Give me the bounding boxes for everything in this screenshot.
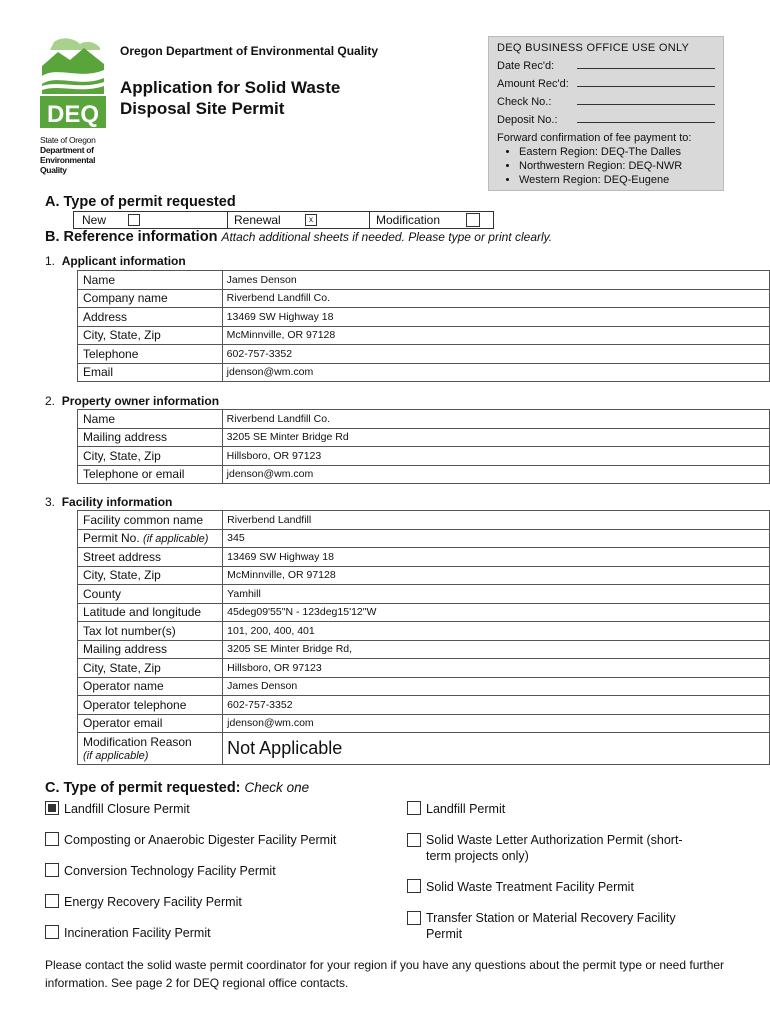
- checkbox[interactable]: [407, 801, 421, 815]
- option-label: Landfill Closure Permit: [64, 802, 190, 816]
- row-label: [78, 696, 223, 715]
- page-title: [120, 77, 340, 119]
- table-row: [78, 603, 770, 622]
- table-row: [78, 622, 770, 641]
- permit-option[interactable]: [45, 832, 336, 848]
- table-row: [78, 696, 770, 715]
- table-row: [78, 659, 770, 678]
- row-label-text: Operator telephone: [83, 697, 187, 712]
- table-row: [78, 271, 770, 290]
- subhead-title: Facility information: [61, 495, 173, 509]
- table-row: [78, 677, 770, 696]
- permit-option[interactable]: [407, 832, 707, 864]
- office-field-input[interactable]: [577, 75, 715, 87]
- modification-label: Modification Reason: [83, 734, 192, 749]
- facility-heading: [45, 495, 172, 509]
- permit-option[interactable]: [45, 894, 242, 910]
- row-label: [78, 308, 223, 327]
- region-item: • Western Region: DEQ-Eugene: [519, 173, 715, 187]
- table-row: [78, 308, 770, 327]
- deq-logo: [40, 36, 106, 175]
- row-label: [78, 447, 223, 466]
- row-value-field[interactable]: Riverbend Landfill: [223, 511, 770, 530]
- permit-type-box: [73, 211, 494, 229]
- subhead-title: Applicant information: [61, 254, 186, 268]
- subhead-title: Property owner information: [61, 394, 220, 408]
- row-value-field[interactable]: 13469 SW Highway 18: [222, 308, 769, 327]
- row-value-field[interactable]: James Denson: [222, 271, 769, 290]
- row-label-text: Permit No.: [83, 531, 140, 546]
- option-label: Solid Waste Treatment Facility Permit: [426, 880, 634, 894]
- table-row: [78, 548, 770, 567]
- row-label-text: County: [83, 586, 122, 601]
- row-label-text: Company name: [83, 291, 168, 306]
- office-field-input[interactable]: [577, 93, 715, 105]
- table-row: [78, 465, 770, 484]
- row-label: [78, 603, 223, 622]
- row-label: [78, 566, 223, 585]
- option-label: Incineration Facility Permit: [64, 926, 211, 940]
- deq-logo-graphic: [40, 36, 106, 128]
- agency-line: Environmental: [40, 155, 96, 165]
- checkbox[interactable]: [45, 894, 59, 908]
- table-row: [78, 566, 770, 585]
- owner-heading: [45, 394, 219, 408]
- modification-label-note: (if applicable): [83, 749, 149, 762]
- row-label: [78, 677, 223, 696]
- row-label: [78, 428, 223, 447]
- row-label: [78, 585, 223, 604]
- table-row: [78, 363, 770, 382]
- permit-option[interactable]: [45, 863, 276, 879]
- table-row: [78, 345, 770, 364]
- checkbox[interactable]: [45, 863, 59, 877]
- row-label: [78, 733, 223, 765]
- row-value-field[interactable]: 3205 SE Minter Bridge Rd: [222, 428, 769, 447]
- option-label: Energy Recovery Facility Permit: [64, 895, 242, 909]
- option-renewal-label: Renewal: [234, 213, 281, 227]
- agency-line: State of Oregon: [40, 135, 96, 145]
- row-label-text: Email: [83, 365, 114, 380]
- title-line: Disposal Site Permit: [120, 99, 285, 118]
- section-c-heading: [45, 780, 309, 796]
- checkbox[interactable]: [45, 832, 59, 846]
- office-field-label: Deposit No.:: [497, 114, 558, 126]
- row-label: [78, 511, 223, 530]
- option-new-label: New: [82, 213, 107, 227]
- permit-option[interactable]: [45, 801, 190, 817]
- agency-line: Quality: [40, 165, 67, 175]
- contact-note: Please contact the solid waste permit coordinator for your region if you have any questions about the permit type or need further information. See page 2 for DEQ regional office contacts.: [45, 958, 725, 990]
- row-label-text: City, State, Zip: [83, 448, 161, 463]
- row-value-field[interactable]: McMinnville, OR 97128: [222, 326, 769, 345]
- checkbox[interactable]: [407, 911, 421, 925]
- section-a-heading: A. Type of permit requested: [45, 194, 236, 210]
- table-row: [78, 428, 770, 447]
- row-label-text: Telephone or email: [83, 467, 185, 482]
- row-value-field[interactable]: 101, 200, 400, 401: [223, 622, 770, 641]
- table-row: [78, 733, 770, 765]
- section-c-title: C. Type of permit requested:: [45, 780, 241, 796]
- section-b-heading: [45, 229, 552, 245]
- table-row: [78, 640, 770, 659]
- table-row: [78, 410, 770, 429]
- option-label: Composting or Anaerobic Digester Facility Permit: [64, 833, 337, 847]
- divider: [227, 211, 228, 229]
- applicant-heading: [45, 254, 186, 268]
- region-item: • Eastern Region: DEQ-The Dalles: [519, 145, 715, 159]
- subhead-number: 1.: [45, 254, 56, 268]
- forward-text: Forward confirmation of fee payment to:: [497, 132, 692, 144]
- checkbox[interactable]: [45, 925, 59, 939]
- row-label: [78, 271, 223, 290]
- checkbox-modification[interactable]: [466, 213, 480, 227]
- option-label: Transfer Station or Material Recovery Facility Permit: [426, 911, 676, 941]
- section-b-title: B. Reference information: [45, 229, 218, 245]
- table-row: [78, 326, 770, 345]
- table-row: [78, 511, 770, 530]
- office-field-input[interactable]: [577, 57, 715, 69]
- checkbox[interactable]: [45, 801, 59, 815]
- section-c-note: Check one: [244, 780, 310, 795]
- table-row: [78, 714, 770, 733]
- permit-option[interactable]: [407, 879, 634, 895]
- option-label: Solid Waste Letter Authorization Permit (short-term projects only): [426, 833, 683, 863]
- org-name: Oregon Department of Environmental Quality: [120, 44, 379, 58]
- row-label-text: Name: [83, 411, 116, 426]
- permit-option[interactable]: [407, 801, 505, 817]
- office-field-label: Amount Rec'd:: [497, 78, 569, 90]
- table-row: [78, 447, 770, 466]
- region-item: • Northwestern Region: DEQ-NWR: [519, 159, 715, 173]
- table-row: [78, 289, 770, 308]
- row-value-field[interactable]: jdenson@wm.com: [222, 363, 769, 382]
- row-label: [78, 410, 223, 429]
- permit-option[interactable]: [407, 910, 707, 942]
- row-label: [78, 465, 223, 484]
- row-label-note: (if applicable): [143, 533, 209, 546]
- office-field: [497, 111, 715, 129]
- table-row: [78, 585, 770, 604]
- subhead-number: 3.: [45, 495, 56, 509]
- subhead-number: 2.: [45, 394, 56, 408]
- office-heading: DEQ BUSINESS OFFICE USE ONLY: [497, 42, 690, 54]
- row-label-text: Operator email: [83, 716, 163, 731]
- row-label-text: City, State, Zip: [83, 660, 161, 675]
- row-value-field[interactable]: Yamhill: [223, 585, 770, 604]
- row-label: [78, 640, 223, 659]
- row-label: [78, 529, 223, 548]
- row-value-field[interactable]: 602-757-3352: [222, 345, 769, 364]
- row-label-text: Mailing address: [83, 642, 168, 657]
- office-field: [497, 75, 715, 93]
- checkbox-renewal[interactable]: x: [305, 214, 317, 226]
- checkbox[interactable]: [407, 879, 421, 893]
- row-label-text: Street address: [83, 549, 162, 564]
- applicant-table: [77, 270, 770, 382]
- row-label-text: Address: [83, 309, 128, 324]
- office-field-label: Check No.:: [497, 96, 552, 108]
- checkbox[interactable]: [407, 833, 421, 847]
- region-list: [497, 145, 715, 187]
- row-label: [78, 548, 223, 567]
- row-label: [78, 345, 223, 364]
- row-label-text: Facility common name: [83, 512, 204, 527]
- option-label: Landfill Permit: [426, 802, 506, 816]
- logo-text: DEQ: [46, 101, 100, 128]
- title-line: Application for Solid Waste: [120, 78, 341, 97]
- row-label: [78, 326, 223, 345]
- row-label: [78, 714, 223, 733]
- row-value-field[interactable]: 345: [223, 529, 770, 548]
- agency-line: Department of: [40, 145, 94, 155]
- row-label-text: Telephone: [83, 346, 139, 361]
- row-label: [78, 363, 223, 382]
- row-label: [78, 659, 223, 678]
- row-label-text: Name: [83, 272, 116, 287]
- facility-table: [77, 510, 770, 765]
- row-value-field[interactable]: 13469 SW Highway 18: [223, 548, 770, 567]
- office-field-label: Date Rec'd:: [497, 60, 555, 72]
- row-label-text: Latitude and longitude: [83, 605, 202, 620]
- row-value-field[interactable]: jdenson@wm.com: [222, 465, 769, 484]
- option-label: Conversion Technology Facility Permit: [64, 864, 276, 878]
- row-label: [78, 622, 223, 641]
- row-value-field[interactable]: McMinnville, OR 97128: [223, 566, 770, 585]
- row-label-text: Mailing address: [83, 430, 168, 445]
- row-label-text: City, State, Zip: [83, 568, 161, 583]
- row-value-field[interactable]: Hillsboro, OR 97123: [223, 659, 770, 678]
- row-value-field[interactable]: 45deg09'55"N - 123deg15'12"W: [223, 603, 770, 622]
- section-b-note: Attach additional sheets if needed. Please type or print clearly.: [221, 230, 553, 244]
- agency-name: [40, 135, 106, 175]
- row-value-field[interactable]: Riverbend Landfill Co.: [222, 410, 769, 429]
- row-value-field[interactable]: 602-757-3352: [223, 696, 770, 715]
- owner-table: [77, 409, 770, 484]
- row-label-text: Tax lot number(s): [83, 623, 176, 638]
- row-value-field[interactable]: 3205 SE Minter Bridge Rd,: [223, 640, 770, 659]
- office-use-box: [488, 36, 724, 191]
- divider: [369, 211, 370, 229]
- option-modification-label: Modification: [376, 213, 441, 227]
- modification-reason-field[interactable]: Not Applicable: [223, 733, 770, 765]
- row-value-field[interactable]: jdenson@wm.com: [223, 714, 770, 733]
- office-field: [497, 57, 715, 75]
- permit-option[interactable]: [45, 925, 211, 941]
- row-value-field[interactable]: James Denson: [223, 677, 770, 696]
- row-value-field[interactable]: Riverbend Landfill Co.: [222, 289, 769, 308]
- row-label: [78, 289, 223, 308]
- table-row: [78, 529, 770, 548]
- row-value-field[interactable]: Hillsboro, OR 97123: [222, 447, 769, 466]
- office-field: [497, 93, 715, 111]
- row-label-text: City, State, Zip: [83, 328, 161, 343]
- checkbox-new[interactable]: [128, 214, 140, 226]
- row-label-text: Operator name: [83, 679, 164, 694]
- office-field-input[interactable]: [577, 111, 715, 123]
